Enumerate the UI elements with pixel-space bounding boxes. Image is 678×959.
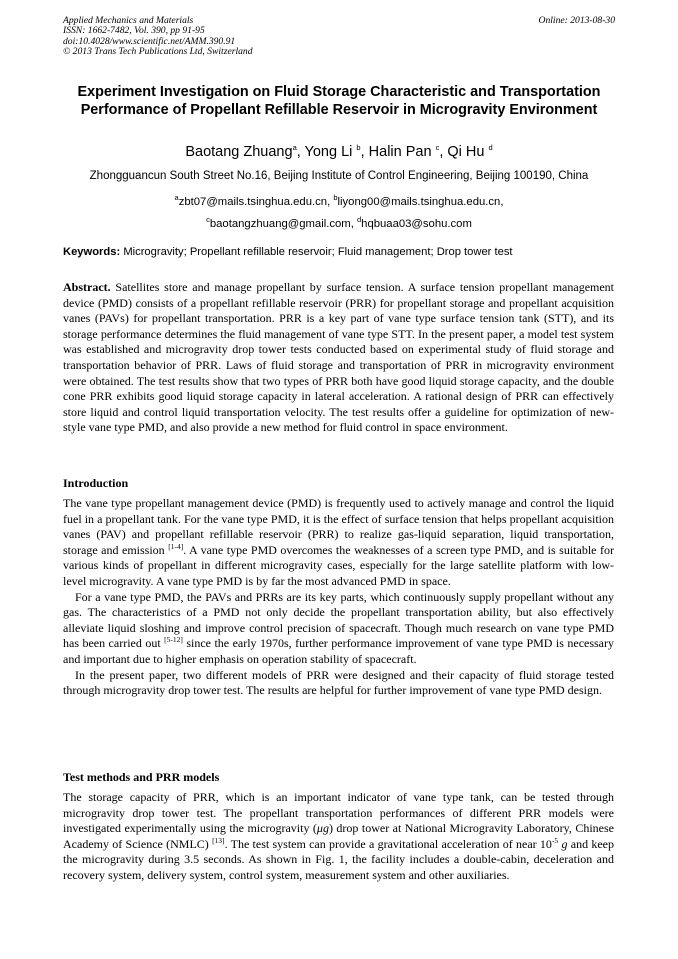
author-sup: a xyxy=(292,143,297,153)
section-heading-introduction: Introduction xyxy=(63,476,129,490)
copyright-line: © 2013 Trans Tech Publications Ltd, Switzerland xyxy=(63,46,253,58)
abstract xyxy=(63,280,614,436)
author-name: Qi Hu xyxy=(447,144,485,160)
paragraph: For a vane type PMD, the PAVs and PRRs are its key parts, which continuously supply propellant without any gas. The characteristics of a PMD not only decide the propellant transportation ability, but also effectively alleviate liquid sloshing and improve control precision of spacecraft. Though much research on vane type PMD has been carried out [5-12] since the early 1970s, further performance improvement of vane type PMD is necessary and important due to higher emphasis on operation stability of spacecraft. xyxy=(63,589,615,666)
citation[interactable]: [1-4] xyxy=(168,541,184,551)
online-date: Online: 2013-08-30 xyxy=(538,15,615,26)
email-sup: a xyxy=(174,193,179,203)
keywords xyxy=(63,246,638,258)
author-name: Halin Pan xyxy=(368,144,432,160)
keywords-label: Keywords: xyxy=(63,246,121,258)
email-list: $^a$zbt07@mails.tsinghua.edu.cn, $^b$liyong00@mails.tsinghua.edu.cn, $^c$baotangzhuang@gmail.com, $^d$hqbuaa03@sohu.com xyxy=(174,193,504,230)
introduction-body xyxy=(63,496,614,699)
abstract-label: Abstract. xyxy=(63,280,111,294)
email-link[interactable]: baotangzhuang@gmail.com xyxy=(209,218,351,230)
citation[interactable]: [5-12] xyxy=(164,635,183,645)
citation[interactable]: [13] xyxy=(212,835,225,845)
paragraph: The vane type propellant management device (PMD) is frequently used to actively manage and control the liquid fuel in a propellant tank. For the vane type PMD, it is the effect of surface tension that helps propellant acquisition vanes (PAV) and propellant refillable reservoir (PRR) to realize gas-liquid separation, liquid transportation, storage and emission [1-4]. A vane type PMD overcomes the weaknesses of a screen type PMD, and is suitable for various kinds of propellant in different microgravity cases, especially for the large satellite platform with low-level microgravity. A vane type PMD is by far the most advanced PMD in space. xyxy=(63,496,614,588)
journal-name: Applied Mechanics and Materials xyxy=(63,15,194,26)
page-header xyxy=(63,16,615,58)
affiliation: Zhongguancun South Street No.16, Beijing Institute of Control Engineering, Beijing 100190, China xyxy=(89,170,589,182)
email-link[interactable]: zbt07@mails.tsinghua.edu.cn xyxy=(178,196,328,208)
issn-line: ISSN: 1662-7482, Vol. 390, pp 91-95 xyxy=(63,25,205,37)
paragraph: The storage capacity of PRR, which is an important indicator of vane type tank, can be tested through microgravity drop tower test. The propellant transportation performances of different PRR models were investigated experimentally using the microgravity (μg) drop tower at National Microgravity Laboratory, Chinese Academy of Science (NMLC) [13]. The test system can provide a gravitational acceleration of near $10^{-5}$ g and keep the microgravity during 3.5 seconds. As shown in Fig. 1, the facility includes a double-cabin, deceleration and recovery system, delivery system, control system, measurement system and other auxiliaries. xyxy=(63,790,615,882)
test-methods-body xyxy=(63,790,614,884)
author-list: Baotang Zhuang$^a$, Yong Li $^b$, Halin Pan $^c$, Qi Hu $^d$ xyxy=(185,143,493,160)
paragraph: In the present paper, two different models of PRR were designed and their capacity of fluid storage tested through microgravity drop tower test. The results are helpful for further improvement of vane type PMD design. xyxy=(63,667,614,698)
abstract-text: Satellites store and manage propellant by surface tension. A surface tension propellant management device (PMD) consists of a propellant refillable reservoir (PRR) for propellant storage and propellant acquisition vanes (PAVs) for propellant transportation. PRR is a key part of vane type surface tension tank (STT), and its storage performance determines the fluid management of vane type STT. In the present paper, a model test system was established and microgravity drop tower tests conducted based on experimental study of fluid storage and transportation behavior of PRR. Laws of fluid storage and transportation of PRR in microgravity environment were obtained. The test results show that two types of PRR both have good liquid storage capacity, and the double cone PRR exhibits good liquid storage capacity in lateral acceleration. A rational design of PRR can effectively store liquid and control liquid transportation velocity. The test results offer a guideline for optimization of new-style vane type PMD, and also provide a new method for fluid control in space environment. xyxy=(63,280,615,435)
author-sup: d xyxy=(488,143,493,153)
keywords-text: Microgravity; Propellant refillable reservoir; Fluid management; Drop tower test xyxy=(123,246,513,258)
author-name: Yong Li xyxy=(304,144,353,160)
doi-line: doi:10.4028/www.scientific.net/AMM.390.91 xyxy=(63,35,236,47)
author-sup: c xyxy=(435,143,440,153)
author-name: Baotang Zhuang xyxy=(185,144,293,160)
section-heading-test-methods: Test methods and PRR models xyxy=(63,770,220,784)
email-sup: c xyxy=(206,215,210,225)
author-sup: b xyxy=(356,143,361,153)
email-sup: b xyxy=(333,193,338,203)
email-link[interactable]: hqbuaa03@sohu.com xyxy=(361,218,472,230)
email-sup: d xyxy=(356,215,362,225)
paper-title: Experiment Investigation on Fluid Storage Characteristic and Transportation Performance of Propellant Refillable Reservoir in Microgravity Environment xyxy=(77,84,601,118)
email-link[interactable]: liyong00@mails.tsinghua.edu.cn xyxy=(337,196,501,208)
